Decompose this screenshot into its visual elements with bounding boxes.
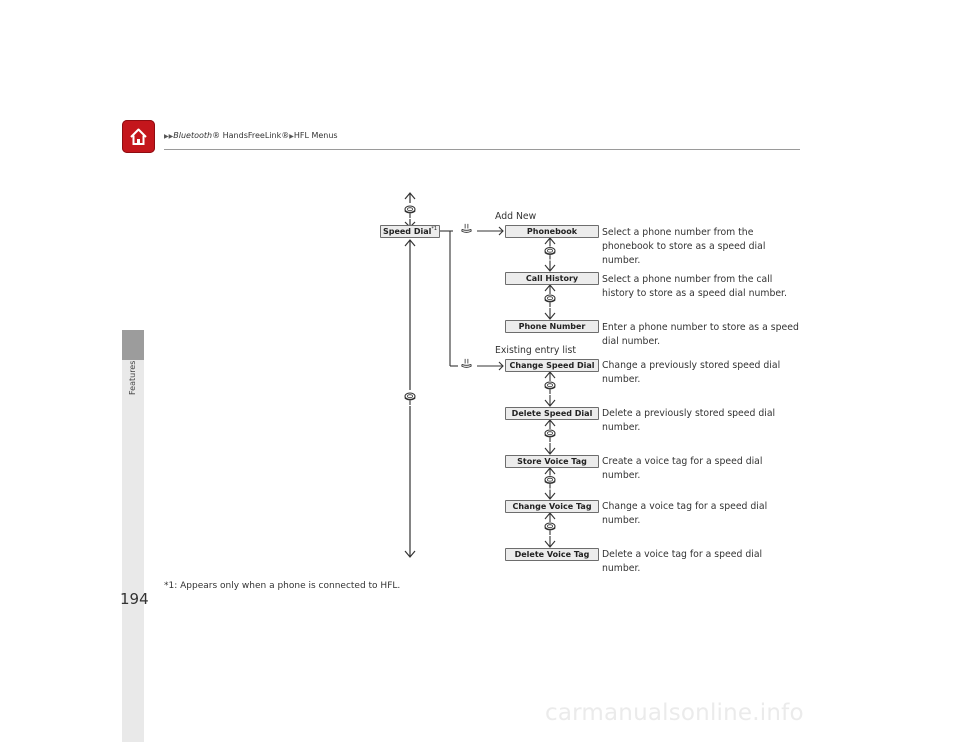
desc-delete-speed-dial: Delete a previously stored speed dial number. (602, 408, 776, 433)
menu-item-phonebook[interactable]: Phonebook (505, 225, 599, 238)
breadcrumb-arrow-icon: ▶▶ (164, 133, 174, 140)
rotate-connector (545, 238, 555, 271)
footnote-mark: *1 (431, 226, 438, 232)
breadcrumb-bluetooth[interactable]: Bluetooth (173, 131, 213, 140)
group-existing: Existing entry list (495, 345, 576, 356)
desc-phone-number: Enter a phone number to store as a speed dial number. (602, 322, 799, 347)
root-loop-line (405, 240, 415, 557)
breadcrumb-hfl-menus[interactable]: HFL Menus (293, 131, 338, 140)
footnote (164, 581, 400, 591)
desc-delete-voice-tag: Delete a voice tag for a speed dial number. (602, 549, 763, 574)
rotate-connector (545, 420, 555, 454)
page-number: 194 (120, 590, 149, 608)
breadcrumb-arrow-icon: ▶ (289, 133, 294, 140)
menu-item-change-voice-tag[interactable]: Change Voice Tag (505, 500, 599, 513)
menu-item-delete-speed-dial[interactable]: Delete Speed Dial (505, 407, 599, 420)
breadcrumb-hfl[interactable]: ® HandsFreeLink® (212, 131, 290, 140)
menu-item-change-speed-dial[interactable]: Change Speed Dial (505, 359, 599, 372)
menu-item-phone-number[interactable]: Phone Number (505, 320, 599, 333)
footnote-mark-label: *1: (164, 581, 178, 591)
menu-item-call-history[interactable]: Call History (505, 272, 599, 285)
rotate-connector (545, 372, 555, 406)
desc-call-history: Select a phone number from the call history to store as a speed dial number. (602, 274, 787, 299)
desc-change-voice-tag: Change a voice tag for a speed dial number. (602, 501, 768, 526)
watermark: carmanualsonline.info (545, 700, 804, 726)
footnote-text: Appears only when a phone is connected to HFL. (180, 581, 401, 591)
speed-dial-box[interactable] (380, 225, 440, 238)
menu-item-store-voice-tag[interactable]: Store Voice Tag (505, 455, 599, 468)
rotate-connector (545, 285, 555, 319)
desc-phonebook: Select a phone number from the phonebook to store as a speed dial number. (602, 227, 766, 266)
speed-dial-label: Speed Dial (382, 227, 432, 236)
rotate-connector (545, 468, 555, 499)
group-add-new: Add New (495, 211, 537, 222)
section-label: Features (128, 360, 137, 395)
root-knob-up (405, 193, 415, 227)
desc-store-voice-tag: Create a voice tag for a speed dial number. (602, 456, 763, 481)
branch-lines (440, 224, 503, 370)
desc-change-speed-dial: Change a previously stored speed dial number. (602, 360, 781, 385)
rotate-connector (545, 513, 555, 547)
menu-item-delete-voice-tag[interactable]: Delete Voice Tag (505, 548, 599, 561)
